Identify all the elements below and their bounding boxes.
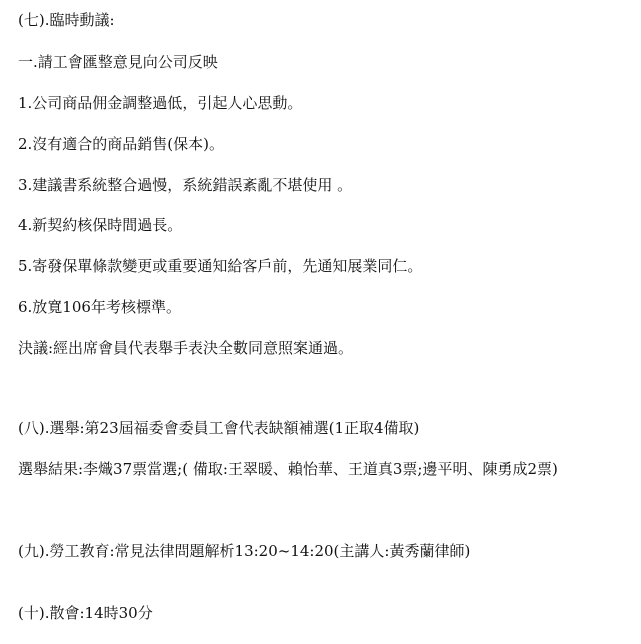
section-8-heading: (八).選舉:第23屆福委會委員工會代表缺額補選(1正取4備取): [18, 419, 420, 437]
list-item: 6.放寬106年考核標準。: [18, 298, 181, 316]
section-8-result: 選舉結果:李熾37票當選;( 備取:王翠暖、賴怡華、王道真3票;邊平明、陳勇成2票): [18, 460, 558, 478]
list-item: 3.建議書系統整合過慢，系統錯誤紊亂不堪使用 。: [18, 176, 353, 194]
list-item: 4.新契約核保時間過長。: [18, 216, 183, 234]
list-item: 2.沒有適合的商品銷售(保本)。: [18, 135, 225, 153]
section-7-resolution: 決議:經出席會員代表舉手表決全數同意照案通過。: [18, 339, 354, 357]
section-7-heading: (七).臨時動議:: [18, 11, 115, 29]
section-10-heading: (十).散會:14時30分: [18, 604, 153, 622]
list-item: 5.寄發保單條款變更或重要通知給客戶前，先通知展業同仁。: [18, 257, 423, 275]
list-item: 1.公司商品佣金調整過低，引起人心思動。: [18, 94, 303, 112]
section-9-heading: (九).勞工教育:常見法律問題解析13:20~14:20(主講人:黃秀蘭律師): [18, 542, 471, 560]
section-7-subheading: 一.請工會匯整意見向公司反映: [18, 53, 218, 71]
